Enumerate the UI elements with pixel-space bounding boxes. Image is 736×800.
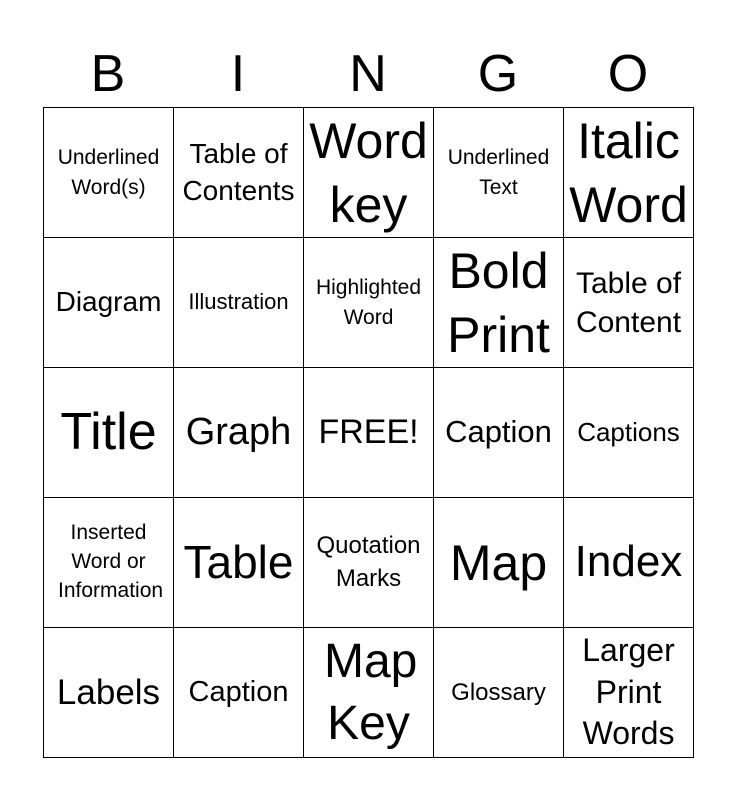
cell-label: Caption (188, 675, 289, 708)
bingo-cell[interactable] (434, 498, 564, 628)
bingo-cell[interactable] (564, 498, 694, 628)
cell-label: Table of Content (575, 266, 682, 339)
cell-label: Glossary (451, 678, 546, 706)
bingo-cell[interactable] (44, 628, 174, 758)
cell-label: Underlined Word(s) (57, 146, 160, 199)
bingo-cell[interactable] (434, 628, 564, 758)
bingo-cell[interactable] (564, 628, 694, 758)
header-letter-g: G (477, 45, 519, 103)
header-letter-i: I (230, 45, 246, 103)
cell-label: Bold Print (447, 242, 550, 363)
bingo-cell[interactable] (434, 368, 564, 498)
bingo-cell[interactable] (304, 238, 434, 368)
cell-label: Quotation Marks (316, 532, 421, 592)
bingo-cell[interactable] (304, 108, 434, 238)
header-letter-n: N (349, 45, 387, 103)
bingo-cell[interactable] (44, 238, 174, 368)
cell-label: Index (574, 537, 683, 587)
header-letter-b: B (90, 45, 126, 103)
cell-label: Caption (445, 414, 552, 450)
cell-label: Inserted Word or Information (58, 521, 164, 602)
bingo-header (43, 44, 693, 104)
bingo-cell[interactable] (174, 368, 304, 498)
cell-label: Map Key (324, 635, 418, 750)
bingo-cell[interactable] (564, 238, 694, 368)
cell-label: Title (60, 403, 157, 461)
cell-label: FREE! (318, 413, 419, 452)
bingo-cell[interactable] (304, 368, 434, 498)
header-letter-o: O (607, 45, 649, 103)
cell-label: Italic Word (569, 112, 688, 233)
bingo-cell[interactable] (434, 108, 564, 238)
cell-label: Illustration (188, 289, 289, 315)
cell-label: Graph (185, 410, 292, 453)
bingo-cell[interactable] (44, 368, 174, 498)
bingo-cell[interactable] (44, 108, 174, 238)
cell-label: Diagram (55, 286, 162, 318)
bingo-cell[interactable] (174, 628, 304, 758)
bingo-cell[interactable] (564, 368, 694, 498)
cell-label: Table (183, 536, 294, 589)
cell-label: Labels (56, 672, 161, 712)
bingo-cell[interactable] (174, 108, 304, 238)
bingo-board (43, 107, 694, 758)
cell-label: Word key (309, 112, 428, 233)
bingo-cell[interactable] (304, 628, 434, 758)
bingo-cell[interactable] (304, 498, 434, 628)
cell-label: Underlined Text (447, 146, 550, 199)
bingo-cell[interactable] (174, 238, 304, 368)
cell-label: Map (449, 534, 548, 591)
cell-label: Captions (577, 416, 680, 447)
cell-label: Highlighted Word (315, 276, 422, 329)
bingo-cell[interactable] (434, 238, 564, 368)
cell-label: Larger Print Words (582, 632, 675, 752)
bingo-cell[interactable] (564, 108, 694, 238)
cell-label: Table of Contents (182, 138, 295, 206)
bingo-cell[interactable] (44, 498, 174, 628)
bingo-cell[interactable] (174, 498, 304, 628)
